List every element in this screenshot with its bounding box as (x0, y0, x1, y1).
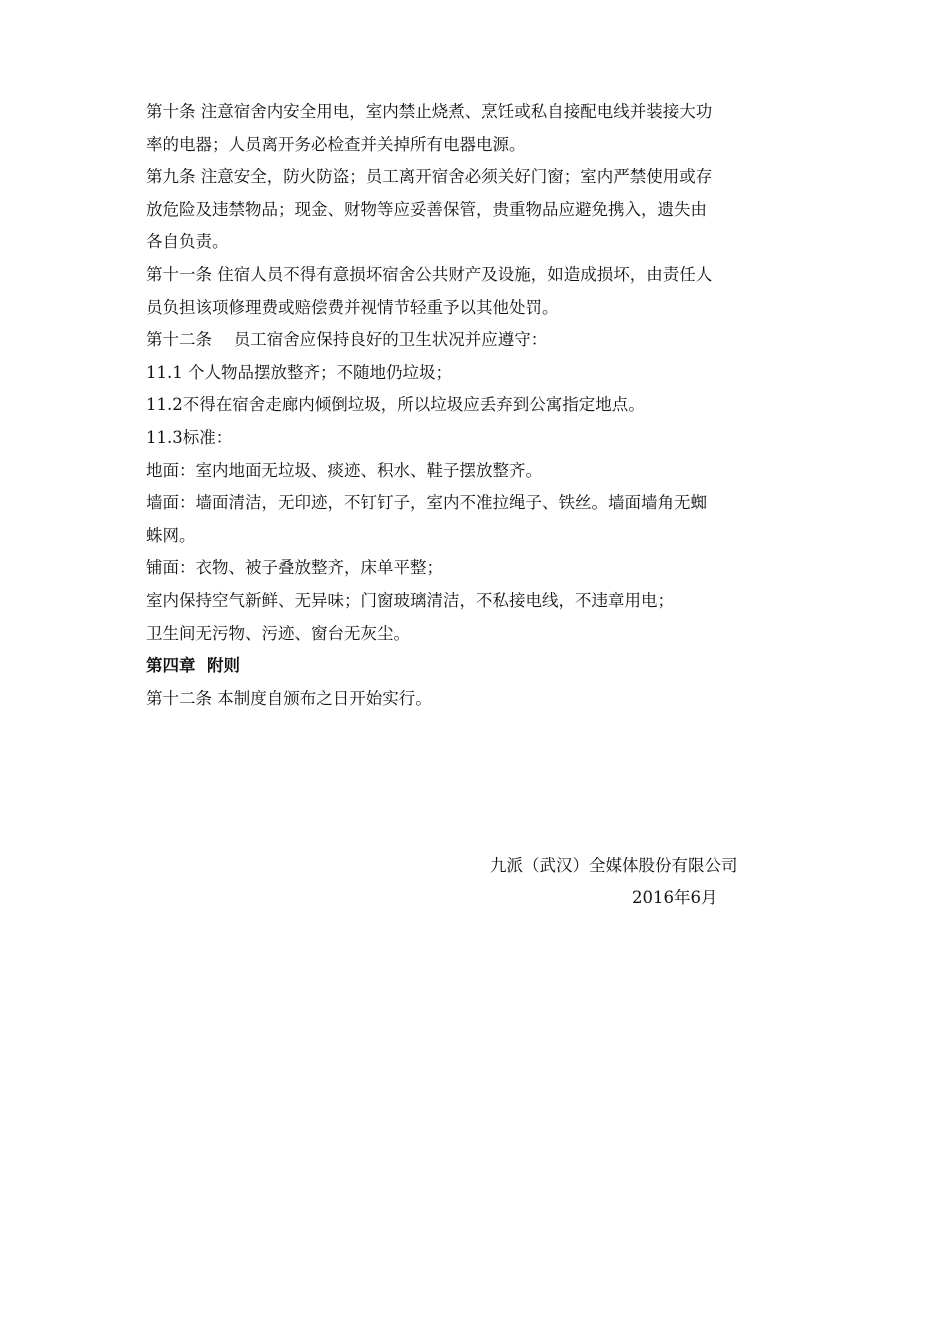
article-11-line-1: 第十一条 住宿人员不得有意损坏宿舍公共财产及设施，如造成损坏，由责任人 (146, 264, 713, 284)
company-name: 九派（武汉）全媒体股份有限公司 (490, 856, 738, 875)
standard-bathroom: 卫生间无污物、污迹、窗台无灰尘。 (146, 623, 410, 643)
issue-date: 2016年6月 (632, 888, 718, 907)
standard-wall-line-1: 墙面：墙面清洁，无印迹，不钉钉子，室内不准拉绳子、铁丝。墙面墙角无蜘 (146, 493, 707, 513)
article-9-line-3: 各自负责。 (146, 232, 229, 252)
standard-wall-line-2: 蛛网。 (146, 525, 196, 545)
clause-11-3: 11.3标准： (146, 427, 233, 447)
article-10-line-1: 第十条 注意宿舍内安全用电，室内禁止烧煮、烹饪或私自接配电线并装接大功 (146, 102, 713, 121)
signature-block (490, 850, 820, 914)
clause-11-2: 11.2不得在宿舍走廊内倾倒垃圾，所以垃圾应丢弃到公寓指定地点。 (146, 395, 645, 415)
article-12-hygiene-intro: 第十二条 员工宿舍应保持良好的卫生状况并应遵守： (146, 330, 548, 350)
standard-bed: 铺面：衣物、被子叠放整齐，床单平整； (146, 558, 443, 578)
standard-room: 室内保持空气新鲜、无异味；门窗玻璃清洁，不私接电线，不违章用电； (146, 590, 674, 610)
chapter-4-heading: 第四章 附则 (146, 656, 240, 676)
article-9-line-1: 第九条 注意安全，防火防盗；员工离开宿舍必须关好门窗；室内严禁使用或存 (146, 167, 713, 187)
article-9-line-2: 放危险及违禁物品；现金、财物等应妥善保管，贵重物品应避免携入，遗失由 (146, 199, 707, 219)
standard-floor: 地面：室内地面无垃圾、痰迹、积水、鞋子摆放整齐。 (146, 460, 542, 480)
article-11-line-2: 员负担该项修理费或赔偿费并视情节轻重予以其他处罚。 (146, 297, 559, 317)
document-body (146, 96, 811, 715)
article-10-line-2: 率的电器；人员离开务必检查并关掉所有电器电源。 (146, 134, 526, 154)
final-article: 第十二条 本制度自颁布之日开始实行。 (146, 688, 432, 708)
clause-11-1: 11.1 个人物品摆放整齐；不随地仍垃圾； (146, 362, 452, 382)
